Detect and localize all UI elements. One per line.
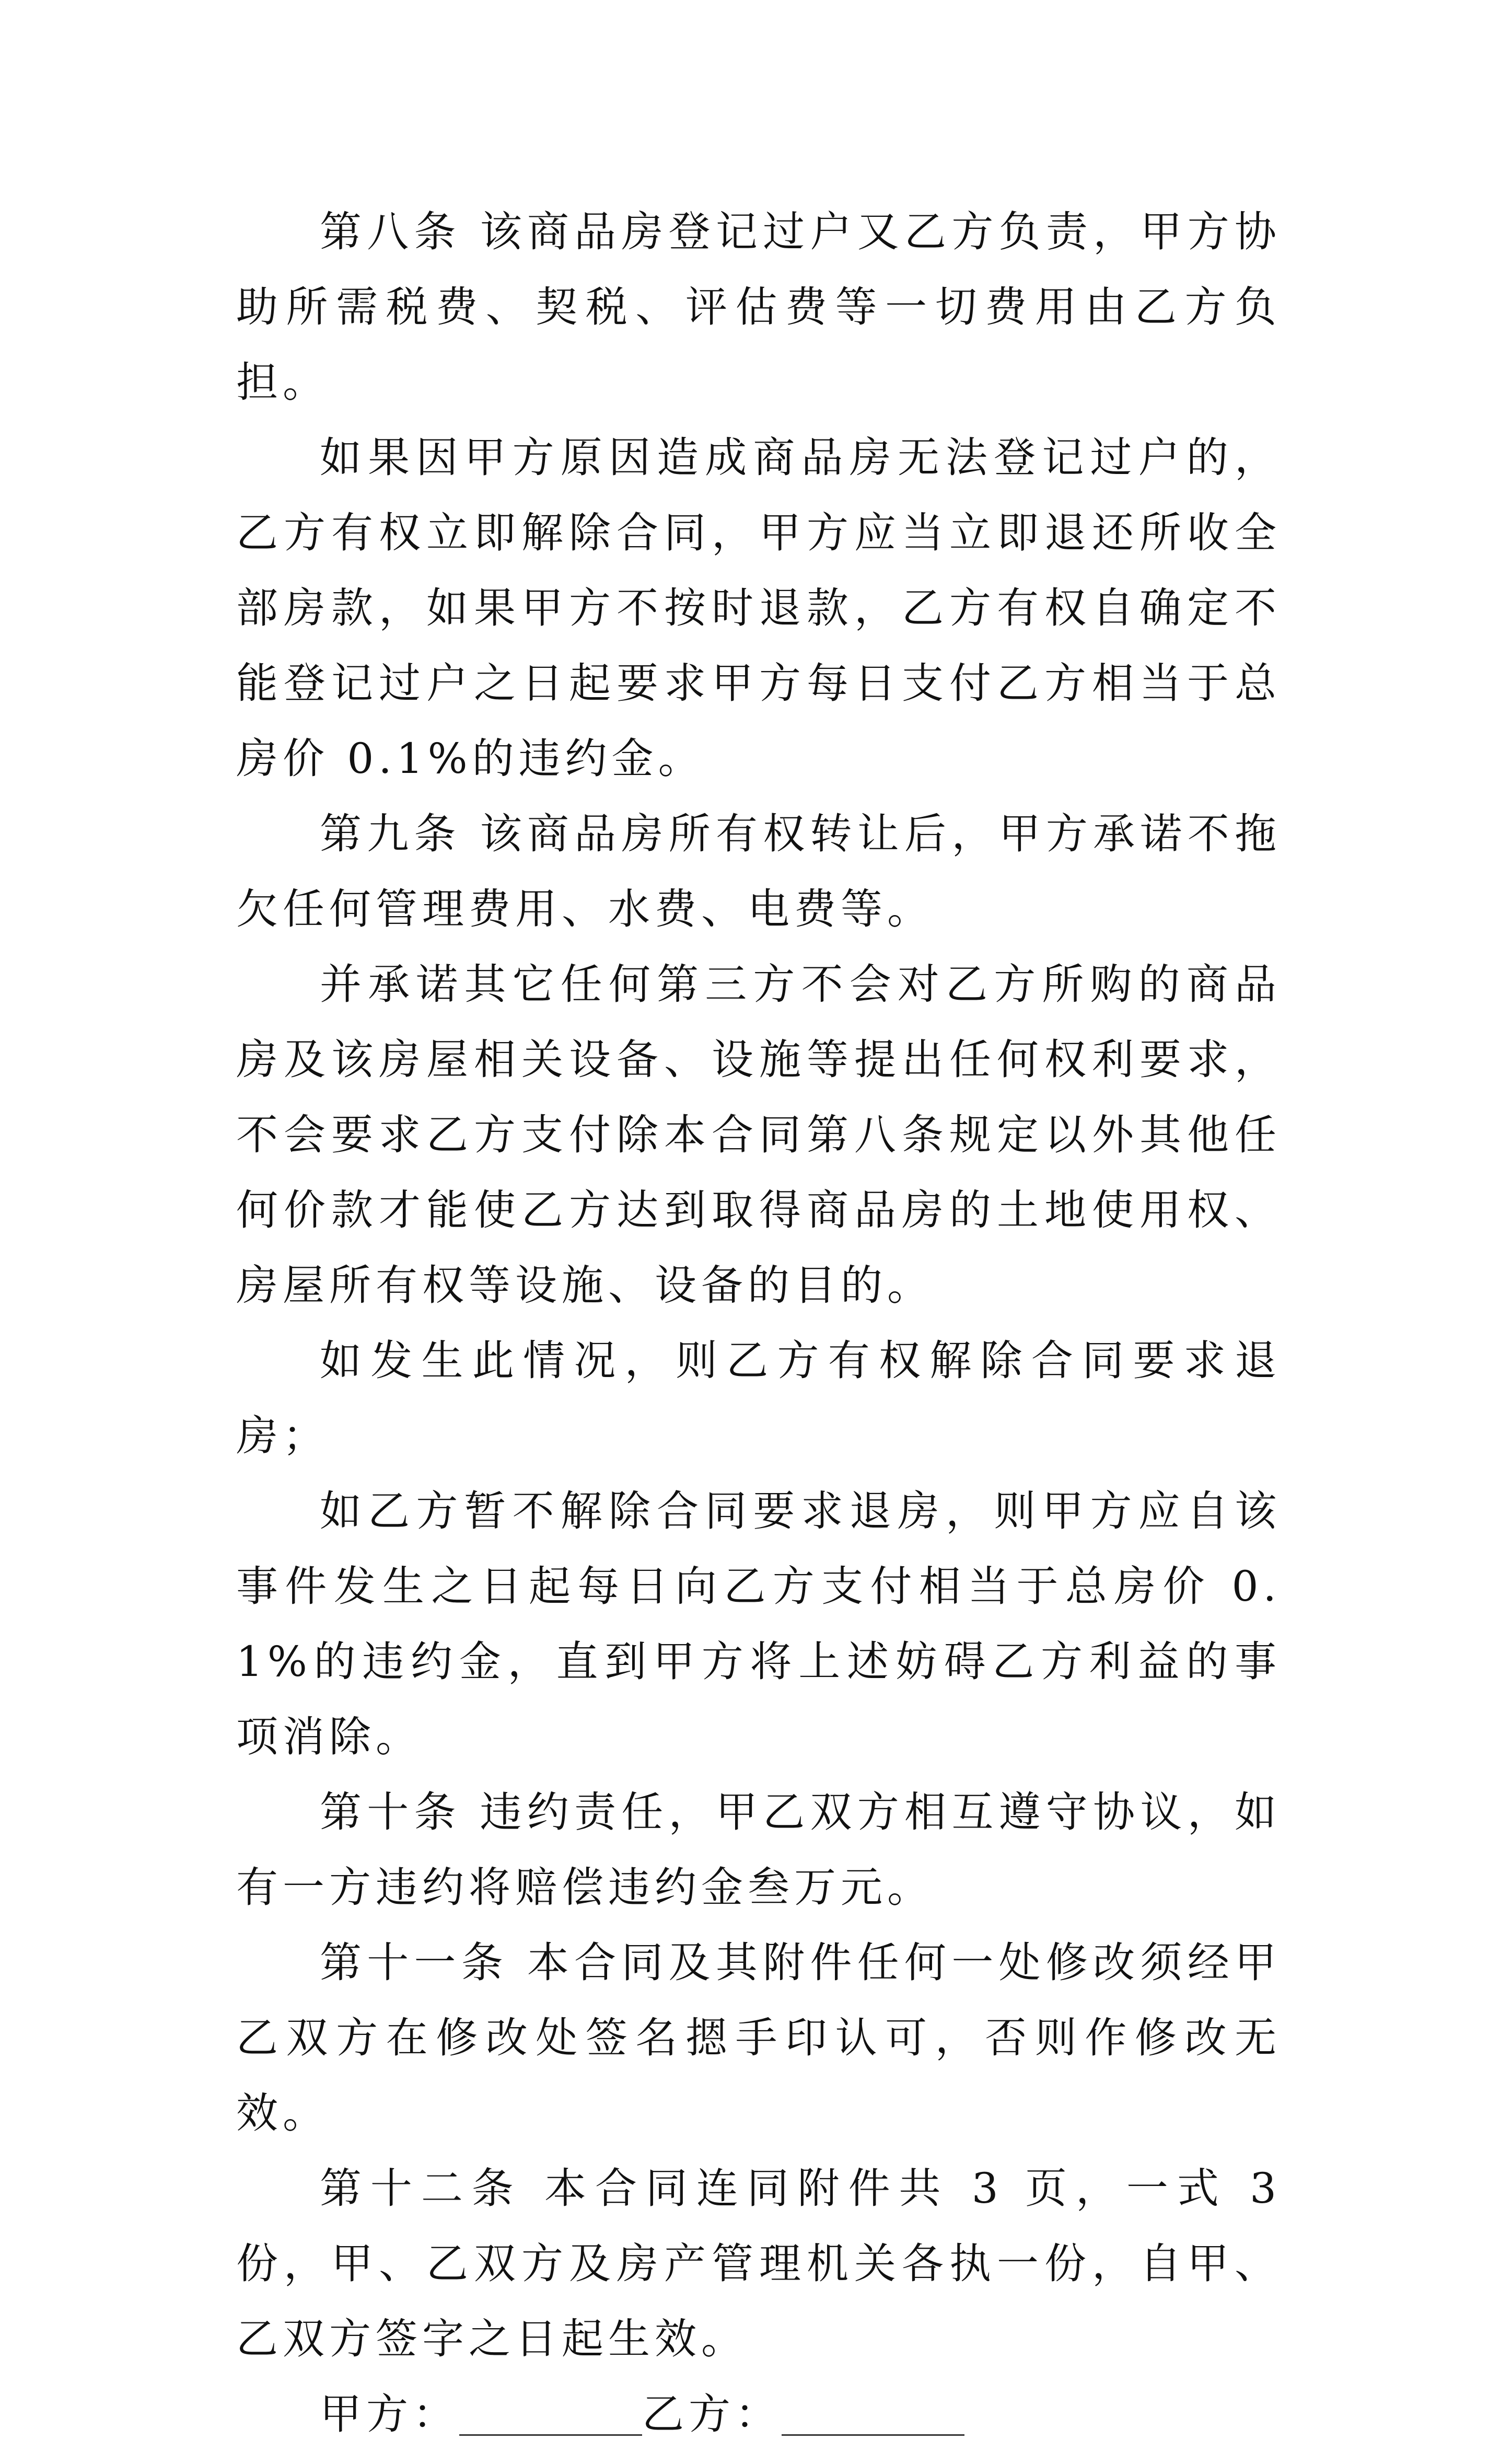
party-b-label: 乙方：: [642, 2390, 782, 2438]
clause-9-termination-paragraph: 如发生此情况，则乙方有权解除合同要求退房；: [236, 1336, 1281, 1460]
party-a-signature-line[interactable]: [459, 2398, 642, 2436]
contract-body: [236, 194, 1281, 2452]
clause-12: 第十二条 本合同连同附件共 3 页，一式 3 份，甲、乙双方及房产管理机关各执一份，自甲、乙双方签字之日起生效。: [236, 2164, 1281, 2363]
clause-9-commitment-paragraph: 并承诺其它任何第三方不会对乙方所购的商品房及该房屋相关设备、设施等提出任何权利要求，不会要求乙方支付除本合同第八条规定以外其他任何价款才能使乙方达到取得商品房的土地使用权、房屋所有权等设施、设备的目的。: [236, 960, 1281, 1310]
clause-11: 第十一条 本合同及其附件任何一处修改须经甲乙双方在修改处签名摁手印认可，否则作修改无效。: [236, 1938, 1281, 2137]
clause-10: 第十条 违约责任，甲乙双方相互遵守协议，如有一方违约将赔偿违约金叁万元。: [236, 1788, 1281, 1912]
clause-9-penalty-paragraph: 如乙方暂不解除合同要求退房，则甲方应自该事件发生之日起每日向乙方支付相当于总房价 0.1%的违约金，直到甲方将上述妨碍乙方利益的事项消除。: [236, 1487, 1281, 1761]
party-a-label: 甲方：: [320, 2390, 459, 2438]
signature-row: [236, 2377, 1281, 2452]
clause-9: 第九条 该商品房所有权转让后，甲方承诺不拖欠任何管理费用、水费、电费等。: [236, 809, 1281, 933]
clause-8: 第八条 该商品房登记过户又乙方负责，甲方协助所需税费、契税、评估费等一切费用由乙方负担。: [236, 207, 1281, 407]
party-b-signature-line[interactable]: [782, 2398, 964, 2436]
clause-8-breach-paragraph: 如果因甲方原因造成商品房无法登记过户的，乙方有权立即解除合同，甲方应当立即退还所收全部房款，如果甲方不按时退款，乙方有权自确定不能登记过户之日起要求甲方每日支付乙方相当于总房价 0.1%的违约金。: [236, 433, 1281, 783]
